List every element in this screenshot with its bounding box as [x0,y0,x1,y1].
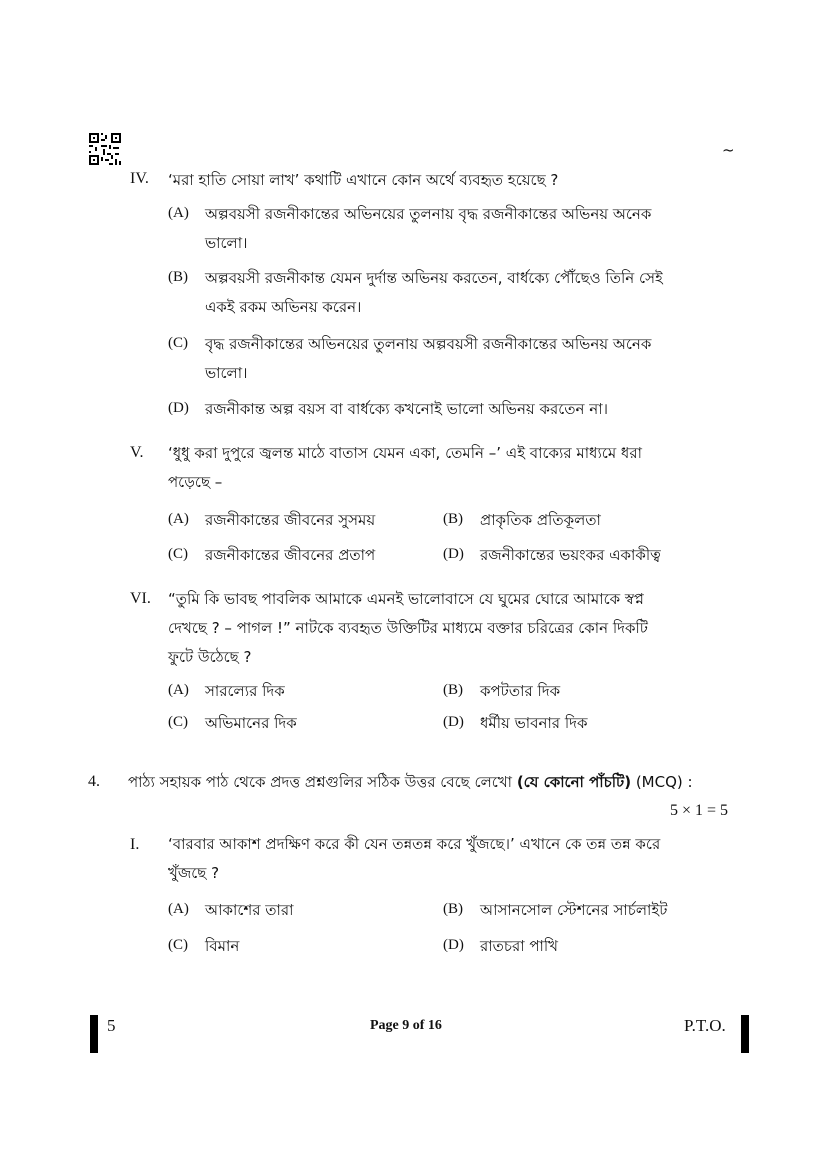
option-text: একই রকম অভিনয় করেন। [205,298,362,316]
option-text: অল্পবয়সী রজনীকান্ত যেমন দুর্দান্ত অভিনয় করতেন, বার্ধক্যে পৌঁছেও তিনি সেই [205,269,663,287]
option-text: সারল্যের দিক [205,682,285,700]
option-text: ভালো। [205,364,248,382]
option-label: (C) [168,546,188,562]
option-text: রজনীকান্ত অল্প বয়স বা বার্ধক্যে কখনোই ভালো অভিনয় করতেন না। [205,400,608,418]
question-text: খুঁজছে ? [168,864,220,882]
option-text: প্রাকৃতিক প্রতিকূলতা [480,511,601,529]
option-label: (B) [443,682,463,698]
option-text: রজনীকান্তের ভয়ংকর একাকীত্ব [480,546,661,564]
question-text: “তুমি কি ভাবছ পাবলিক আমাকে এমনই ভালোবাসে যে ঘুমের ঘোরে আমাকে স্বপ্ন [168,590,644,608]
option-label: (A) [168,511,189,527]
option-text: রজনীকান্তের জীবনের প্রতাপ [205,546,376,564]
option-label: (B) [443,511,463,527]
option-text: বৃদ্ধ রজনীকান্তের অভিনয়ের তুলনায় অল্পবয়সী রজনীকান্তের অভিনয় অনেক [205,335,652,353]
option-label: (C) [168,335,188,351]
option-text: আসানসোল স্টেশনের সার্চলাইট [480,901,668,919]
footer-left-bar [90,1015,98,1053]
option-label: (A) [168,205,189,221]
corner-mark: ~ [722,141,735,159]
question-text: ‘ধুধু করা দুপুরে জ্বলন্ত মাঠে বাতাস যেমন একা, তেমনি –’ এই বাক্যের মাধ্যমে ধরা [168,444,642,462]
question-text: ‘বারবার আকাশ প্রদক্ষিণ করে কী যেন তন্নতন্ন করে খুঁজছে।’ এখানে কে তন্ন তন্ন করে [168,835,661,853]
option-label: (B) [168,269,188,285]
footer-right-bar [741,1015,749,1053]
question-instruction: পাঠ্য সহায়ক পাঠ থেকে প্রদত্ত প্রশ্নগুলির সঠিক উত্তর বেছে লেখো [128,773,513,791]
option-label: (C) [168,714,188,730]
option-label: (A) [168,682,189,698]
option-text: বিমান [205,937,240,955]
option-text: ভালো। [205,234,248,252]
option-label: (D) [443,546,464,562]
question-text [128,772,693,792]
question-instruction-bold: (যে কোনো পাঁচটি) [516,773,632,791]
option-label: (D) [443,714,464,730]
page-number: Page 9 of 16 [370,1018,442,1033]
option-text: আকাশের তারা [205,901,294,919]
option-text: কপটতার দিক [480,682,561,700]
option-text: রাতচরা পাখি [480,937,558,955]
option-label: (D) [443,937,464,953]
question-text: ‘মরা হাতি সোয়া লাখ’ কথাটি এখানে কোন অর্থে ব্যবহৃত হয়েছে ? [168,171,559,189]
pto-label: P.T.O. [684,1016,726,1035]
option-text: ধর্মীয় ভাবনার দিক [480,714,588,732]
question-number: I. [130,836,140,853]
question-text: ফুটে উঠেছে ? [168,648,252,666]
option-label: (A) [168,901,189,917]
option-text: অভিমানের দিক [205,714,297,732]
marks-allocation: 5 × 1 = 5 [670,802,729,819]
question-number: V. [130,444,144,461]
question-text: দেখছে ? – পাগল !” নাটকে ব্যবহৃত উক্তিটির মাধ্যমে বক্তার চরিত্রের কোন দিকটি [168,619,648,637]
footer-code: 5 [107,1016,116,1035]
qr-code [88,132,122,166]
question-number: 4. [88,773,100,790]
option-label: (B) [443,901,463,917]
option-text: রজনীকান্তের জীবনের সুসময় [205,511,376,529]
option-text: অল্পবয়সী রজনীকান্তের অভিনয়ের তুলনায় বৃদ্ধ রজনীকান্তের অভিনয় অনেক [205,205,652,223]
option-label: (D) [168,400,189,416]
question-text: পড়েছে – [168,473,223,491]
question-number: VI. [130,590,151,607]
question-instruction-tail: (MCQ) : [635,773,693,791]
question-number: IV. [130,170,149,187]
option-label: (C) [168,937,188,953]
